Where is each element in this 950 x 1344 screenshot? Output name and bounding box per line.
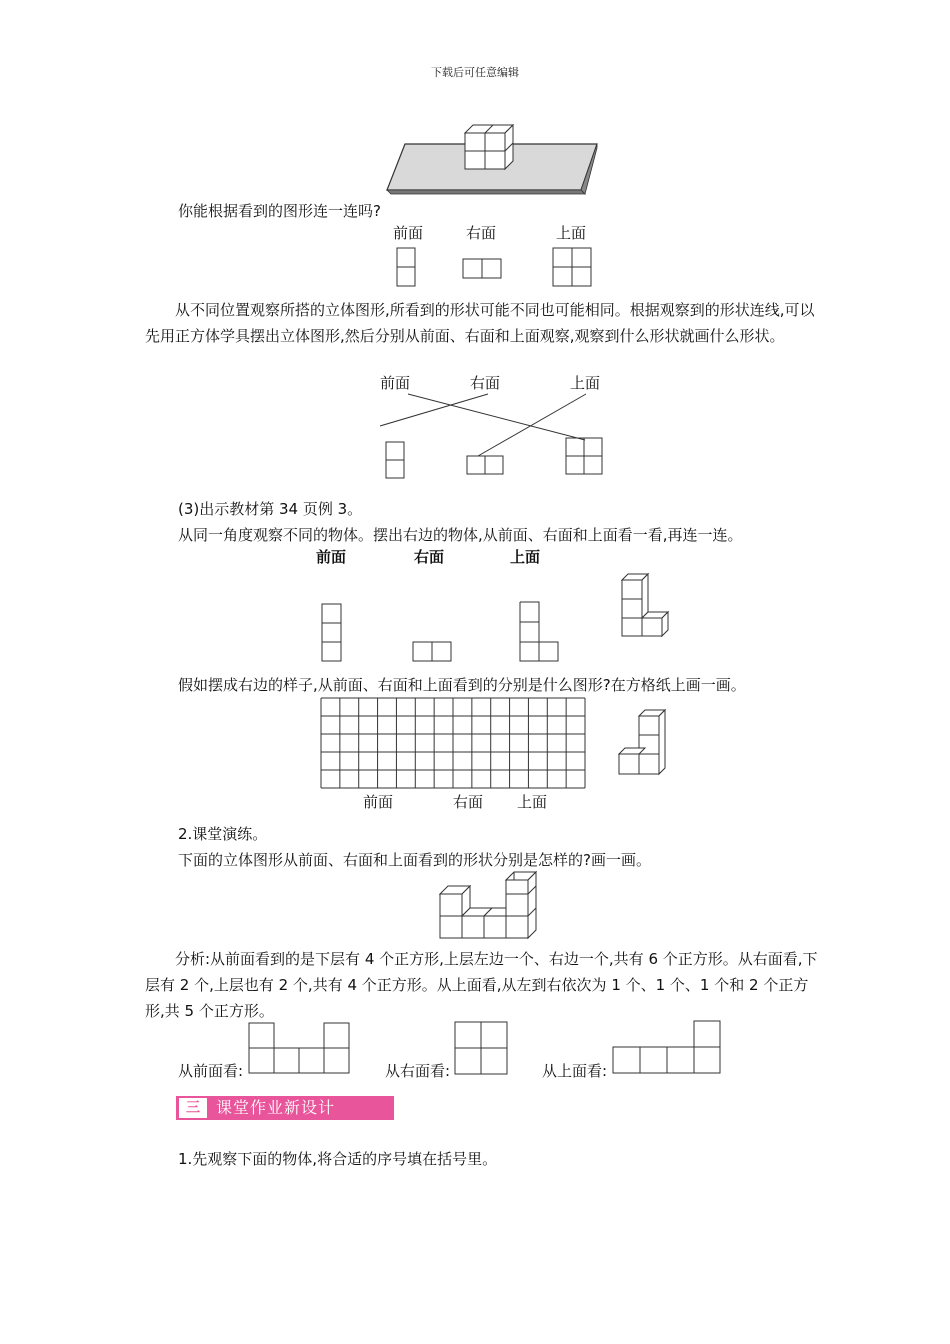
question-grid: 假如摆成右边的样子,从前面、右面和上面看到的分别是什么图形?在方格纸上画一画。: [178, 676, 746, 694]
practice-description: 下面的立体图形从前面、右面和上面看到的形状分别是怎样的?画一画。: [178, 851, 651, 869]
example3-solid-small: [615, 706, 670, 778]
section-number: 三: [179, 1098, 207, 1118]
example3-views-figure: [320, 570, 680, 665]
label-top-3: 上面: [510, 548, 541, 566]
label-top-4: 上面: [517, 793, 548, 811]
practice-solid-figure: [438, 870, 550, 940]
view-top-label: 从上面看:: [542, 1062, 608, 1080]
label-top-1: 上面: [556, 224, 587, 242]
practice-title: 2.课堂演练。: [178, 825, 268, 843]
answer-right-view: [454, 1021, 510, 1075]
item-3-description: 从同一角度观察不同的物体。摆出右边的物体,从前面、右面和上面看一看,再连一连。: [178, 526, 743, 544]
label-right-2: 右面: [470, 374, 501, 392]
graph-paper-grid: [320, 697, 586, 789]
board-cubes-figure: [385, 120, 605, 200]
view-front-label: 从前面看:: [178, 1062, 244, 1080]
label-right-3: 右面: [414, 548, 445, 566]
label-front-3: 前面: [316, 548, 347, 566]
connection-answer-figure: [380, 390, 610, 480]
label-front-2: 前面: [380, 374, 411, 392]
label-top-2: 上面: [570, 374, 601, 392]
view-right-label: 从右面看:: [385, 1062, 451, 1080]
question-connect: 你能根据看到的图形连一连吗?: [178, 202, 381, 220]
label-right-1: 右面: [466, 224, 497, 242]
section-title: 课堂作业新设计: [216, 1098, 336, 1117]
label-front-4: 前面: [363, 793, 394, 811]
view-shapes-row-1: [395, 246, 595, 290]
section-banner: [176, 1096, 394, 1120]
homework-1: 1.先观察下面的物体,将合适的序号填在括号里。: [178, 1150, 498, 1168]
page-header: 下载后可任意编辑: [431, 66, 519, 79]
answer-front-view: [248, 1022, 352, 1076]
paragraph-observe: 从不同位置观察所搭的立体图形,所看到的形状可能不同也可能相同。根据观察到的形状连线,可以先用正方体学具摆出立体图形,然后分别从前面、右面和上面观察,观察到什么形状就画什么形状。: [145, 301, 815, 345]
analysis-paragraph: 分析:从前面看到的是下层有 4 个正方形,上层左边一个、右边一个,共有 6 个正方形。从右面看,下层有 2 个,上层也有 2 个,共有 4 个正方形。从上面看,从左到右依次为 1 个、1 个、1 个和 2 个正方形,共 5 个正方形。: [145, 950, 818, 1020]
item-3: (3)出示教材第 34 页例 3。: [178, 500, 363, 518]
label-right-4: 右面: [453, 793, 484, 811]
label-front-1: 前面: [393, 224, 424, 242]
answer-top-view: [611, 1020, 723, 1076]
